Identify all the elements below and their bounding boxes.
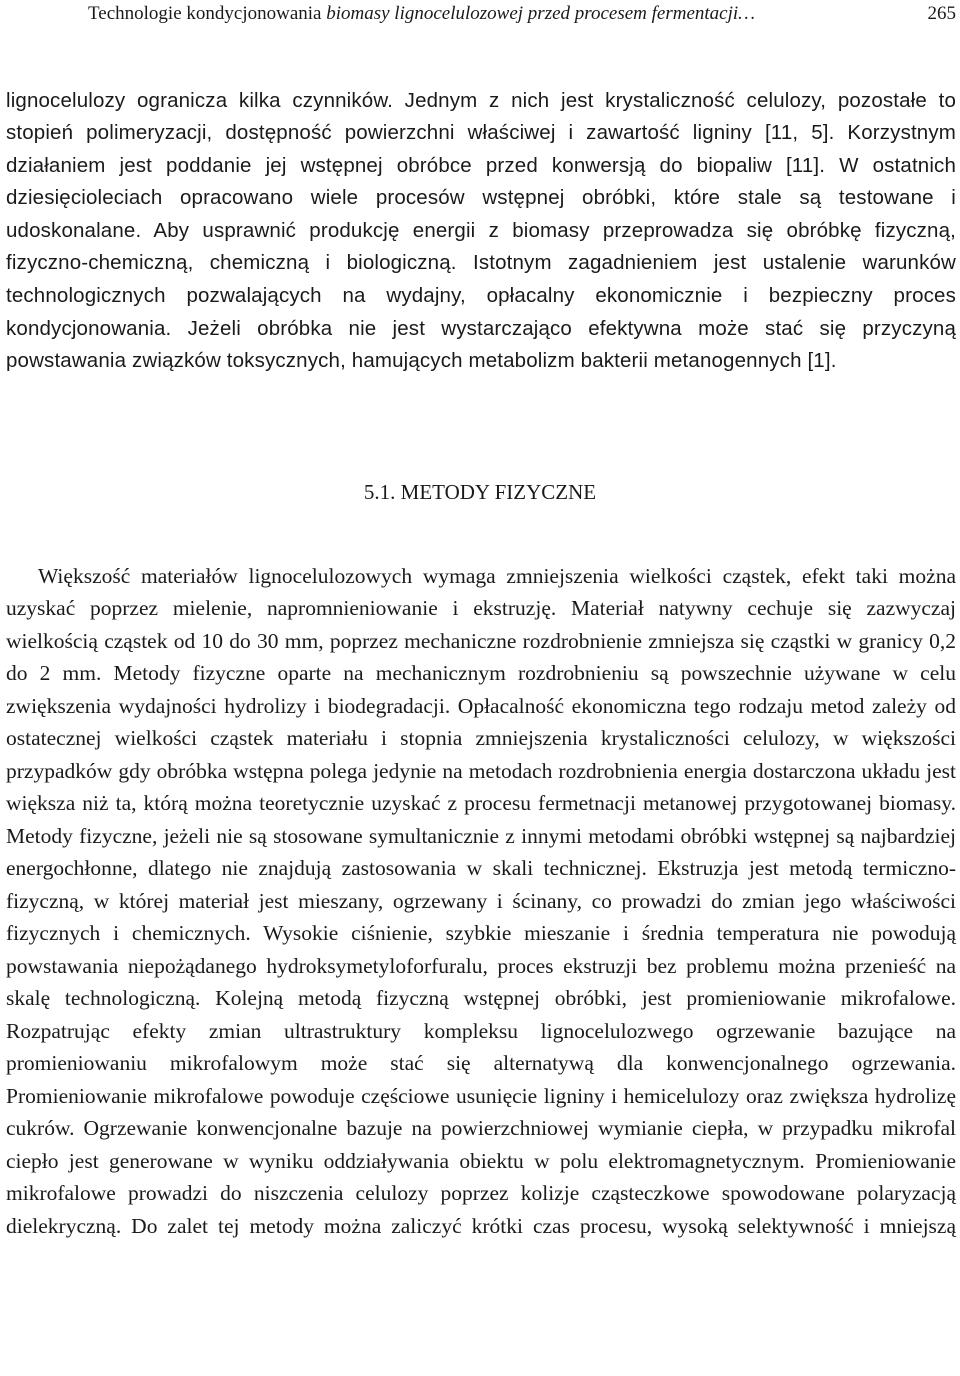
- header-title-plain: Technologie kondycjonowania: [88, 3, 327, 24]
- body-paragraph-2: Większość materiałów lignocelulozowych wymaga zmniejszenia wielkości cząstek, efekt taki można uzyskać poprzez mielenie, napromnieniowanie i ekstruzję. Materiał natywny cechuje się zazwyczaj wielkością cząstek od 10 do 30 mm, poprzez mechaniczne rozdrobnienie zmniejsza się cząstki w granicy 0,2 do 2 mm. Metody fizyczne oparte na mechanicznym rozdrobnieniu są powszechnie używane w celu zwiększenia wydajności hydrolizy i biodegradacji. Opłacalność ekonomiczna tego rodzaju metod zależy od ostatecznej wielkości cząstek materiału i stopnia zmniejszenia krystaliczności celulozy, w większości przypadków gdy obróbka wstępna polega jedynie na metodach rozdrobnienia energia dostarczona układu jest większa niż ta, którą można teoretycznie uzyskać z procesu fermetnacji metanowej przygotowanej biomasy. Metody fizyczne, jeżeli nie są stosowane symultanicznie z innymi metodami obróbki wstępnej są najbardziej energochłonne, dlatego nie znajdują zastosowania w skali technicznej. Ekstruzja jest metodą termiczno- fizyczną, w której materiał jest mieszany, ogrzewany i ścinany, co prowadzi do zmian jego właściwości fizycznych i chemicznych. Wysokie ciśnienie, szybkie mieszanie i średnia temperatura nie powodują powstawania niepożądanego hydroksymetyloforfuralu, proces ekstruzji bez problemu można przenieść na skalę technologiczną. Kolejną metodą fizyczną wstępnej obróbki, jest promieniowanie mikrofalowe. Rozpatrując efekty zmian ultrastruktury kompleksu lignocelulozwego ogrzewanie bazujące na promieniowaniu mikrofalowym może stać się alternatywą dla konwencjonalnego ogrzewania. Promieniowanie mikrofalowe powoduje częściowe usunięcie ligniny i hemicelulozy oraz zwiększa hydrolizę cukrów. Ogrzewanie konwencjonalne bazuje na powierzchniowej wymianie ciepła, w przypadku mikrofal ciepło jest generowane w wyniku oddziaływania obiektu w polu elektromagnetycznym. Promieniowanie mikrofalowe prowadzi do niszczenia celulozy poprzez kolizje cząsteczkowe spowodowane polaryzacją dielekryczną. Do zalet tej metody można zaliczyć krótki czas procesu, wysoką selektywność i mniejszą: [6, 563, 956, 1238]
- section-heading: 5.1. METODY FIZYCZNE: [363, 480, 597, 504]
- page-number: 265: [927, 3, 956, 24]
- header-title-italic: biomasy lignocelulozowej przed procesem fermentacji…: [326, 3, 756, 24]
- body-paragraph-1: lignocelulozy ogranicza kilka czynników. Jednym z nich jest krystaliczność celulozy, pozostałe to stopień polimeryzacji, dostępność powierzchni właściwej i zawartość ligniny [11, 5]. Korzystnym działaniem jest poddanie jej wstępnej obróbce przed konwersją do biopaliw [11]. W ostatnich dziesięcioleciach opracowano wiele procesów wstępnej obróbki, które stale są testowane i udoskonalane. Aby usprawnić produkcję energii z biomasy przeprowadza się obróbkę fizyczną, fizyczno-chemiczną, chemiczną i biologiczną. Istotnym zagadnieniem jest ustalenie warunków technologicznych pozwalających na wydajny, opłacalny ekonomicznie i bezpieczny proces kondycjonowania. Jeżeli obróbka nie jest wystarczająco efektywna może stać się przyczyną powstawania związków toksycznych, hamujących metabolizm bakterii metanogennych [1].: [6, 88, 956, 373]
- running-header: [88, 2, 956, 26]
- header-title: [88, 2, 755, 26]
